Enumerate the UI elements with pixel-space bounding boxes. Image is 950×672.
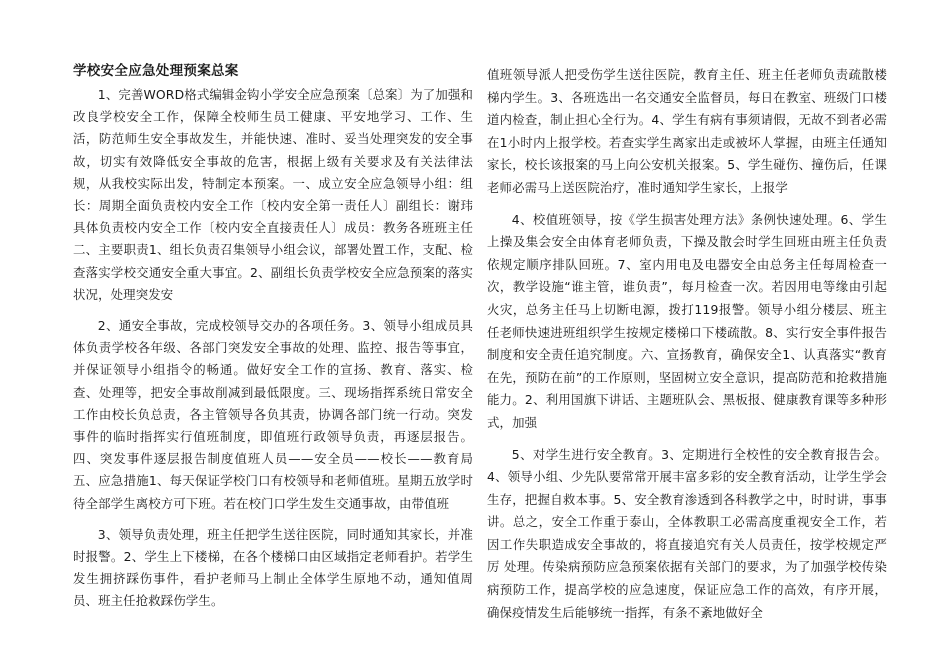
paragraph: 4、校值班领导，按《学生损害处理方法》条例快速处理。6、学生上操及集会安全由体育老师负责，下操及散会时学生回班由班主任负责依规定顺序排队回班。7、室内用电及电器安全由总务主任每周检查一次，教学设施“谁主管，谁负责”，每月检查一次。若因用电等缘由引起火灾，总务主任马上切断电源，拨打119报警。领导小组分楼层、班主任老师快速进班组织学生按规定楼梯口下楼疏散。8、实行安全事件报告制度和安全责任追究制度。六、宣扬教育，确保安全1、认真落实“教育在先，预防在前”的工作原则，坚固树立安全意识，提高防范和抢救措施能力。2、利用国旗下讲话、主题班队会、黑板报、健康教育课等多种形式，加强 (487, 211, 887, 430)
paragraph: 2、通安全事故，完成校领导交办的各项任务。3、领导小组成员具体负责学校各年级、各部门突发安全事故的处理、监控、报告等事宜，并保证领导小组指令的畅通。做好安全工作的宣扬、教育、落实、检查、处理等，把安全事故削减到最低限度。三、现场指挥系统日常安全工作由校长负总责，各主管领导各负其责，协调各部门统一行动。突发事件的临时指挥实行值班制度，即值班行政领导负责，再逐层报告。四、突发事件逐层报告制度值班人员——安全员——校长——教育局五、应急措施1、每天保证学校门口有校领导和老师值班。星期五放学时待全部学生离校方可下班。若在校门口学生发生交通事故，由带值班 (73, 318, 473, 511)
right-column (487, 64, 887, 624)
left-column (73, 60, 473, 613)
paragraph: 1、完善WORD格式编辑金钩小学安全应急预案〔总案〕为了加强和改良学校安全工作，保障全校师生员工健康、平安地学习、工作、生活，防范师生安全事故发生，并能快速、准时、妥当处理突发的安全事故，切实有效降低安全事故的危害，根据上级有关要求及有关法律法规，从我校实际出发，特制定本预案。一、成立安全应急领导小组：组长：周期全面负责校内安全工作〔校内安全第一责任人〕副组长：谢玮具体负责校内安全工作〔校内安全直接责任人〕成员：教务各班班主任二、主要职责1、组长负责召集领导小组会议，部署处置工作，支配、检查落实学校交通安全重大事宜。2、副组长负责学校安全应急预案的落实状况，处理突发安 (73, 87, 473, 302)
paragraph: 值班领导派人把受伤学生送往医院，教育主任、班主任老师负责疏散楼梯内学生。3、各班选出一名交通安全监督员，每日在教室、班级门口楼道内检查，制止担心全行为。4、学生有病有事须请假，无故不到者必需在1小时内上报学校。若查实学生离家出走或被坏人掌握，由班主任通知家长，校长该报案的马上向公安机关报案。5、学生碰伤、撞伤后，任课老师必需马上送医院治疗，准时通知学生家长，上报学 (487, 67, 887, 195)
paragraph: 5、对学生进行安全教育。3、定期进行全校性的安全教育报告会。4、领导小组、少先队要常常开展丰富多彩的安全教育活动，让学生学会生存，把握自救本事。5、安全教育渗透到各科教学之中，时时讲，事事讲。总之，安全工作重于泰山，全体教职工必需高度重视安全工作，若因工作失职造成安全事故的，将直接追究有关人员责任，按学校规定严厉 处理。传染病预防应急预案依据有关部门的要求，为了加强学校传染病预防工作，提高学校的应急速度，保证应急工作的高效，有序开展，确保疫情发生后能够统一指挥，有条不紊地做好全 (487, 446, 887, 620)
document-title: 学校安全应急处理预案总案 (73, 63, 239, 79)
paragraph: 3、领导负责处理，班主任把学生送往医院，同时通知其家长，并准时报警。2、学生上下楼梯，在各个楼梯口由区域指定老师看护。若学生发生拥挤踩伤事件，看护老师马上制止全体学生原地不动，通知值周员、班主任抢救踩伤学生。 (73, 526, 473, 609)
